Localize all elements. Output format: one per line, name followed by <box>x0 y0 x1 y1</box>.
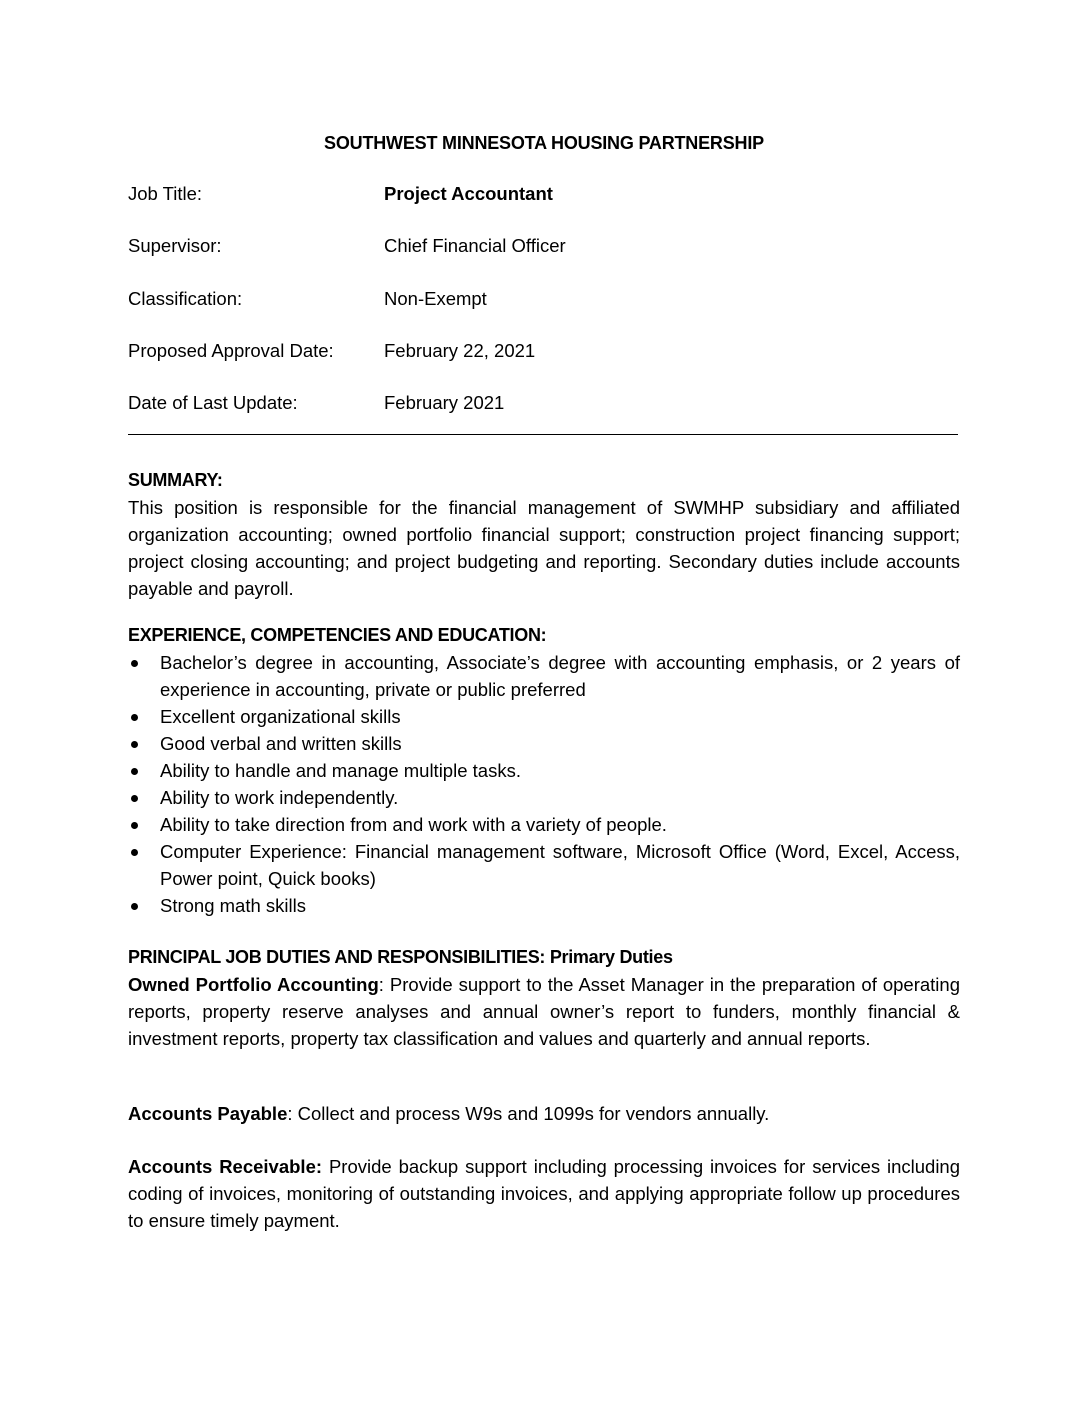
meta-label: Date of Last Update: <box>128 392 298 413</box>
meta-label: Job Title: <box>128 183 203 204</box>
duty-accounts-payable <box>128 1100 960 1127</box>
meta-row-job-title <box>128 180 958 207</box>
header-divider <box>128 434 958 435</box>
bullet-icon <box>131 768 138 775</box>
meta-value: Non-Exempt <box>384 288 487 309</box>
bullet-icon <box>131 903 138 910</box>
list-item-text: Ability to handle and manage multiple tasks. <box>160 760 521 781</box>
bullet-icon <box>131 795 138 802</box>
list-item <box>128 811 960 838</box>
experience-list <box>128 649 960 919</box>
duties-accounts-payable <box>128 1100 960 1127</box>
list-item <box>128 838 960 892</box>
duty-text: Collect and process W9s and 1099s for vendors annually. <box>297 1103 770 1124</box>
list-item <box>128 730 960 757</box>
meta-value: Chief Financial Officer <box>384 235 566 256</box>
list-item-text: Good verbal and written skills <box>160 733 402 754</box>
list-item-text: Ability to take direction from and work with a variety of people. <box>160 814 667 835</box>
list-item-text: Strong math skills <box>160 895 306 916</box>
meta-row-approval-date <box>128 337 958 364</box>
duty-accounts-receivable <box>128 1153 960 1234</box>
duty-title: Accounts Payable <box>128 1103 288 1124</box>
duty-separator <box>322 1156 329 1177</box>
list-item <box>128 892 960 919</box>
duty-text: Provide backup support including processing invoices for services including coding of invoices, monitoring of outstanding invoices, and applying appropriate follow up procedures to ensure timely payment. <box>128 1156 961 1231</box>
organization-title: SOUTHWEST MINNESOTA HOUSING PARTNERSHIP <box>324 133 764 153</box>
list-item <box>128 757 960 784</box>
meta-value: February 2021 <box>384 392 505 413</box>
meta-label: Classification: <box>128 288 243 309</box>
bullet-icon <box>131 660 138 667</box>
experience-section <box>128 622 960 919</box>
duty-separator: : <box>287 1103 298 1124</box>
summary-text: This position is responsible for the financial management of SWMHP subsidiary and affiliated organization accounting; owned portfolio financial support; construction project financing support; project closing accounting; and project budgeting and reporting. Secondary duties include accounts payable and payroll. <box>128 497 960 599</box>
bullet-icon <box>131 714 138 721</box>
list-item-text: Bachelor’s degree in accounting, Associate’s degree with accounting emphasis, or 2 years of experience in accounting, private or public preferred <box>160 652 960 700</box>
duty-separator: : <box>378 974 390 995</box>
list-item-text: Computer Experience: Financial management software, Microsoft Office (Word, Excel, Access, Power point, Quick books) <box>160 841 960 889</box>
duty-owned-portfolio <box>128 971 960 1052</box>
list-item <box>128 703 960 730</box>
experience-heading: EXPERIENCE, COMPETENCIES AND EDUCATION: <box>128 625 547 645</box>
meta-row-last-update <box>128 389 958 416</box>
bullet-icon <box>131 849 138 856</box>
list-item-text: Excellent organizational skills <box>160 706 401 727</box>
meta-label: Supervisor: <box>128 235 222 256</box>
list-item <box>128 784 960 811</box>
summary-heading: SUMMARY: <box>128 470 223 490</box>
bullet-icon <box>131 741 138 748</box>
duty-text: Provide support to the Asset Manager in the preparation of operating reports, property reserve analyses and annual owner’s report to funders, monthly financial & investment reports, property tax classification and values and quarterly and annual reports. <box>128 974 960 1049</box>
summary-section <box>128 467 960 602</box>
meta-row-supervisor <box>128 232 958 259</box>
meta-value: February 22, 2021 <box>384 340 536 361</box>
meta-value: Project Accountant <box>384 183 553 204</box>
duties-accounts-receivable <box>128 1153 960 1234</box>
duty-title: Owned Portfolio Accounting <box>128 974 379 995</box>
list-item <box>128 649 960 703</box>
list-item-text: Ability to work independently. <box>160 787 399 808</box>
meta-label: Proposed Approval Date: <box>128 340 334 361</box>
bullet-icon <box>131 822 138 829</box>
duties-section <box>128 944 960 1052</box>
duties-heading: PRINCIPAL JOB DUTIES AND RESPONSIBILITIES: Primary Duties <box>128 947 673 967</box>
duty-title: Accounts Receivable: <box>128 1156 323 1177</box>
meta-row-classification <box>128 285 958 312</box>
